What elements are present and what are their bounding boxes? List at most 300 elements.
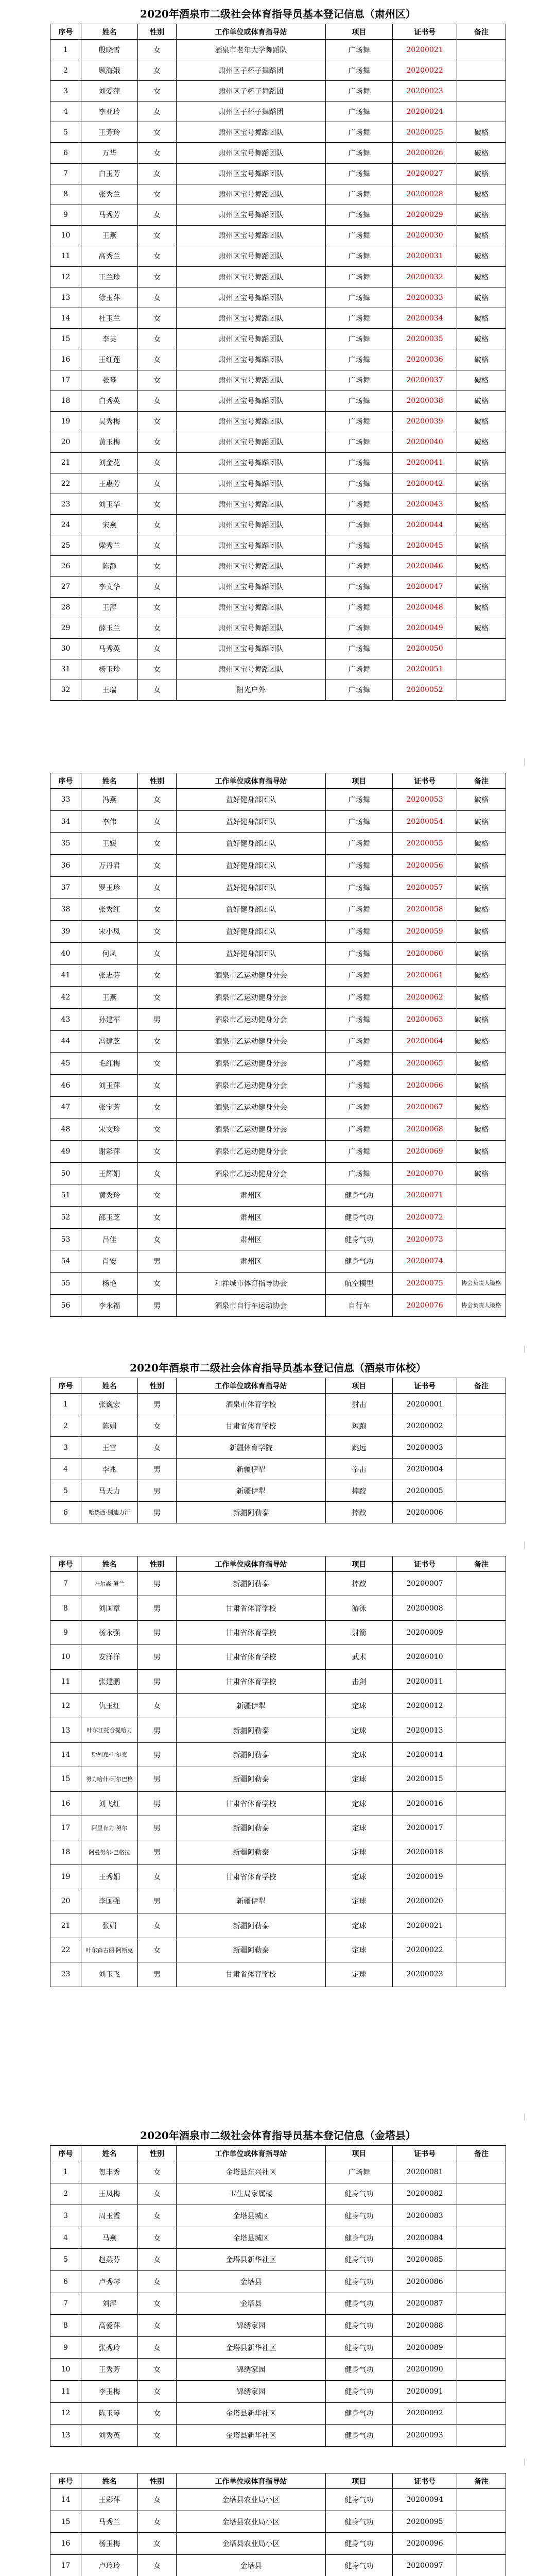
- table-cell: 女: [138, 1938, 177, 1962]
- table-cell: 健身气功: [326, 1228, 393, 1250]
- table-cell: 20200090: [393, 2359, 457, 2381]
- table-cell: 20200073: [393, 1228, 457, 1250]
- table-cell: 甘肃省体育学校: [177, 1865, 326, 1889]
- table-cell: 肃州区宝号舞蹈团队: [177, 391, 326, 411]
- table-cell: 刘金花: [81, 452, 138, 473]
- table-cell: 摔跤: [326, 1502, 393, 1523]
- table-row: [50, 184, 506, 205]
- table-cell: 20200094: [393, 2489, 457, 2511]
- table-cell: 破格: [457, 987, 506, 1009]
- page-separator: [0, 1535, 556, 1555]
- table-row: [50, 597, 506, 618]
- table-cell: 广场舞: [326, 40, 393, 60]
- table-cell: 广场舞: [326, 1074, 393, 1096]
- table-cell: 女: [138, 1162, 177, 1184]
- table-cell: 女: [138, 101, 177, 122]
- table-cell: 8: [50, 184, 81, 205]
- table-cell: 广场舞: [326, 1118, 393, 1141]
- table-cell: [457, 1228, 506, 1250]
- table-cell: 破格: [457, 1008, 506, 1030]
- table-cell: 刘爱萍: [81, 81, 138, 101]
- table-cell: 女: [138, 2489, 177, 2511]
- table-row: [50, 246, 506, 266]
- table-cell: 肃州区宝号舞蹈团队: [177, 411, 326, 432]
- table-cell: 43: [50, 1008, 81, 1030]
- table-cell: 18: [50, 1840, 81, 1865]
- table-cell: 男: [138, 1816, 177, 1840]
- header-cell: 序号: [50, 2473, 81, 2489]
- table-cell: 仇玉红: [81, 1693, 138, 1718]
- table-cell: 女: [138, 411, 177, 432]
- table-row: [50, 1207, 506, 1229]
- table-header-row: [50, 1378, 506, 1394]
- table-row: [50, 1742, 506, 1767]
- table-cell: 健身气功: [326, 2270, 393, 2293]
- table-row: [50, 1250, 506, 1273]
- table-cell: [457, 1816, 506, 1840]
- table-cell: 45: [50, 1053, 81, 1075]
- header-cell: 工作单位或体育指导站: [177, 2146, 326, 2161]
- table-cell: 9: [50, 1620, 81, 1645]
- table-cell: 破格: [457, 964, 506, 987]
- table-cell: 20200023: [393, 1962, 457, 1987]
- table-cell: 酒泉市乙运动健身分会: [177, 1030, 326, 1053]
- table-cell: 20200011: [393, 1669, 457, 1693]
- table-cell: 6: [50, 143, 81, 163]
- table-cell: 破格: [457, 1141, 506, 1163]
- table-cell: 20200042: [393, 473, 457, 494]
- table-cell: 20200034: [393, 308, 457, 329]
- table-cell: 宋燕: [81, 515, 138, 535]
- table-row: [50, 876, 506, 899]
- table-cell: [457, 1572, 506, 1596]
- table-cell: 何凤: [81, 942, 138, 964]
- table-cell: 34: [50, 810, 81, 833]
- table-cell: 王燕: [81, 225, 138, 246]
- header-cell: 工作单位或体育指导站: [177, 1556, 326, 1572]
- table-cell: 女: [138, 2161, 177, 2183]
- table-cell: 20200051: [393, 659, 457, 680]
- table-cell: 20200006: [393, 1502, 457, 1523]
- table-cell: 20200040: [393, 432, 457, 452]
- table-cell: 女: [138, 81, 177, 101]
- table-cell: 38: [50, 899, 81, 921]
- table-cell: 女: [138, 855, 177, 877]
- table-cell: 张建鹏: [81, 1669, 138, 1693]
- table-cell: [457, 2315, 506, 2337]
- table-cell: 广场舞: [326, 618, 393, 638]
- table-row: [50, 942, 506, 964]
- table-cell: 女: [138, 680, 177, 700]
- table-header-row: [50, 1556, 506, 1572]
- table-cell: [457, 1889, 506, 1913]
- table-cell: 杨永强: [81, 1620, 138, 1645]
- header-cell: 备注: [457, 773, 506, 789]
- table-cell: 20200018: [393, 1840, 457, 1865]
- table-cell: 男: [138, 1742, 177, 1767]
- header-cell: 姓名: [81, 1556, 138, 1572]
- table-cell: 肖安: [81, 1250, 138, 1273]
- table-row: [50, 921, 506, 943]
- table-cell: 广场舞: [326, 1096, 393, 1118]
- table-cell: 肃州区宝号舞蹈团队: [177, 473, 326, 494]
- table-row: [50, 81, 506, 101]
- registration-table: [50, 2473, 506, 2576]
- table-cell: [457, 1913, 506, 1938]
- table-cell: [457, 1791, 506, 1816]
- table-cell: 广场舞: [326, 921, 393, 943]
- table-cell: 广场舞: [326, 494, 393, 515]
- table-cell: 破格: [457, 143, 506, 163]
- table-cell: 20200033: [393, 287, 457, 308]
- table-cell: 女: [138, 1273, 177, 1295]
- table-cell: 酒泉市老年大学舞蹈队: [177, 40, 326, 60]
- table-cell: 女: [138, 2293, 177, 2315]
- table-cell: 女: [138, 2270, 177, 2293]
- table-cell: 金塔县: [177, 2270, 326, 2293]
- table-cell: 男: [138, 1480, 177, 1502]
- table-cell: 20200038: [393, 391, 457, 411]
- table-cell: 摔跤: [326, 1572, 393, 1596]
- table-cell: 金塔县城区: [177, 2205, 326, 2227]
- table-cell: 阿里肯力·努尔: [81, 1816, 138, 1840]
- table-cell: 14: [50, 1742, 81, 1767]
- table-cell: 拳击: [326, 1459, 393, 1480]
- table-cell: 20200023: [393, 81, 457, 101]
- table-cell: 李国强: [81, 1889, 138, 1913]
- table-cell: 广场舞: [326, 267, 393, 287]
- table-cell: 10: [50, 225, 81, 246]
- table-cell: 金塔县农业局小区: [177, 2511, 326, 2533]
- table-cell: 20200066: [393, 1074, 457, 1096]
- table-cell: 20200024: [393, 101, 457, 122]
- table-cell: 广场舞: [326, 60, 393, 81]
- table-row: [50, 1645, 506, 1669]
- table-cell: 定球: [326, 1913, 393, 1938]
- table-cell: [457, 2425, 506, 2447]
- table-cell: 31: [50, 659, 81, 680]
- table-cell: 广场舞: [326, 1053, 393, 1075]
- table-cell: 女: [138, 638, 177, 659]
- table-cell: 肃州区宝号舞蹈团队: [177, 597, 326, 618]
- table-cell: 29: [50, 618, 81, 638]
- table-cell: 破格: [457, 577, 506, 597]
- table-cell: 男: [138, 1791, 177, 1816]
- table-cell: 李英: [81, 329, 138, 349]
- section-title: 2020年酒泉市二级社会体育指导员基本登记信息（金塔县）: [140, 2129, 416, 2142]
- table-row: [50, 1437, 506, 1459]
- table-cell: 21: [50, 452, 81, 473]
- table-cell: 2: [50, 2183, 81, 2205]
- table-cell: 破格: [457, 1118, 506, 1141]
- table-cell: [457, 1742, 506, 1767]
- table-cell: 男: [138, 1669, 177, 1693]
- table-cell: 广场舞: [326, 638, 393, 659]
- table-cell: 健身气功: [326, 1250, 393, 1273]
- table-cell: 广场舞: [326, 964, 393, 987]
- table-cell: 男: [138, 1294, 177, 1316]
- table-row: [50, 163, 506, 184]
- table-cell: 12: [50, 2402, 81, 2425]
- table-row: [50, 638, 506, 659]
- table-cell: 男: [138, 1502, 177, 1523]
- table-cell: 女: [138, 308, 177, 329]
- table-row: [50, 855, 506, 877]
- table-cell: 罗玉珍: [81, 876, 138, 899]
- table-cell: 健身气功: [326, 2336, 393, 2359]
- table-cell: 定球: [326, 1889, 393, 1913]
- table-cell: 4: [50, 1459, 81, 1480]
- table-row: [50, 1053, 506, 1075]
- table-cell: 广场舞: [326, 122, 393, 143]
- table-cell: [457, 2205, 506, 2227]
- table-cell: 刘飞红: [81, 1791, 138, 1816]
- table-cell: 20200004: [393, 1459, 457, 1480]
- table-cell: 女: [138, 2359, 177, 2381]
- table-cell: 破格: [457, 370, 506, 391]
- table-cell: 邵玉芝: [81, 1207, 138, 1229]
- table-cell: 破格: [457, 855, 506, 877]
- table-row: [50, 1620, 506, 1645]
- header-cell: 项目: [326, 2473, 393, 2489]
- table-cell: 赵燕芬: [81, 2249, 138, 2271]
- table-cell: 8: [50, 1596, 81, 1620]
- table-cell: 13: [50, 287, 81, 308]
- table-cell: 男: [138, 1596, 177, 1620]
- table-cell: 广场舞: [326, 411, 393, 432]
- table-cell: 益好健身部团队: [177, 876, 326, 899]
- table-cell: [457, 2533, 506, 2555]
- table-cell: 男: [138, 1840, 177, 1865]
- table-cell: 男: [138, 1718, 177, 1742]
- table-cell: 新疆伊犁: [177, 1693, 326, 1718]
- table-row: [50, 349, 506, 370]
- table-cell: [457, 2555, 506, 2576]
- table-cell: 女: [138, 2425, 177, 2447]
- table-cell: 广场舞: [326, 535, 393, 556]
- table-cell: 女: [138, 1030, 177, 1053]
- table-cell: 金塔县新华社区: [177, 2336, 326, 2359]
- table-cell: 肃州区子杯子舞蹈团: [177, 101, 326, 122]
- table-cell: 女: [138, 1228, 177, 1250]
- table-cell: 斯列克·叶尔克: [81, 1742, 138, 1767]
- table-cell: 卢秀琴: [81, 2270, 138, 2293]
- table-cell: 广场舞: [326, 205, 393, 225]
- table-cell: 10: [50, 2359, 81, 2381]
- table-cell: 女: [138, 2227, 177, 2249]
- table-cell: [457, 1645, 506, 1669]
- header-cell: 工作单位或体育指导站: [177, 2473, 326, 2489]
- table-cell: 20200060: [393, 942, 457, 964]
- header-cell: 备注: [457, 2146, 506, 2161]
- table-cell: 破格: [457, 1053, 506, 1075]
- table-cell: 1: [50, 1394, 81, 1415]
- table-cell: 健身气功: [326, 2425, 393, 2447]
- table-cell: 张娟: [81, 1913, 138, 1938]
- table-cell: 吕佳: [81, 1228, 138, 1250]
- table-cell: 男: [138, 1962, 177, 1987]
- table-row: [50, 1718, 506, 1742]
- table-row: [50, 287, 506, 308]
- table-cell: 破格: [457, 205, 506, 225]
- table-cell: 短跑: [326, 1415, 393, 1437]
- header-cell: 项目: [326, 2146, 393, 2161]
- table-cell: 女: [138, 535, 177, 556]
- table-cell: 女: [138, 2533, 177, 2555]
- table-cell: 女: [138, 184, 177, 205]
- table-cell: 金塔县新华社区: [177, 2425, 326, 2447]
- table-cell: 冯建芝: [81, 1030, 138, 1053]
- table-row: [50, 1074, 506, 1096]
- table-row: [50, 411, 506, 432]
- table-cell: 肃州区宝号舞蹈团队: [177, 618, 326, 638]
- table-row: [50, 1693, 506, 1718]
- table-cell: 破格: [457, 1074, 506, 1096]
- table-cell: 健身气功: [326, 2205, 393, 2227]
- table-row: [50, 1938, 506, 1962]
- table-cell: [457, 1596, 506, 1620]
- table-row: [50, 432, 506, 452]
- table-cell: 殷晓雪: [81, 40, 138, 60]
- table-cell: 破格: [457, 1096, 506, 1118]
- table-cell: 王秀娟: [81, 1865, 138, 1889]
- page-separator: [0, 1340, 556, 1359]
- table-cell: 25: [50, 535, 81, 556]
- table-row: [50, 2249, 506, 2271]
- table-cell: [457, 2402, 506, 2425]
- table-cell: 卫生局家属楼: [177, 2183, 326, 2205]
- registration-table: [50, 1556, 506, 1987]
- table-cell: 20200017: [393, 1816, 457, 1840]
- table-cell: 26: [50, 556, 81, 577]
- table-cell: 陈静: [81, 556, 138, 577]
- table-row: [50, 2425, 506, 2447]
- page-block: [0, 1556, 556, 1987]
- table-cell: 54: [50, 1250, 81, 1273]
- table-cell: 李亚玲: [81, 101, 138, 122]
- table-cell: 20200014: [393, 1742, 457, 1767]
- table-cell: 肃州区宝号舞蹈团队: [177, 205, 326, 225]
- table-cell: 女: [138, 40, 177, 60]
- table-cell: 破格: [457, 1162, 506, 1184]
- table-cell: 男: [138, 1572, 177, 1596]
- table-cell: 金塔县东兴社区: [177, 2161, 326, 2183]
- table-row: [50, 2315, 506, 2337]
- table-cell: 20200095: [393, 2511, 457, 2533]
- table-cell: 益好健身部团队: [177, 921, 326, 943]
- table-cell: [457, 40, 506, 60]
- table-cell: 16: [50, 1791, 81, 1816]
- table-cell: 自行车: [326, 1294, 393, 1316]
- table-row: [50, 1273, 506, 1295]
- table-cell: 女: [138, 659, 177, 680]
- table-row: [50, 1596, 506, 1620]
- table-cell: 肃州区宝号舞蹈团队: [177, 287, 326, 308]
- table-cell: 肃州区宝号舞蹈团队: [177, 577, 326, 597]
- table-cell: 5: [50, 2249, 81, 2271]
- table-cell: 叶尔森古丽·阿斯克: [81, 1938, 138, 1962]
- table-cell: 肃州区宝号舞蹈团队: [177, 494, 326, 515]
- table-cell: 15: [50, 2511, 81, 2533]
- table-cell: 女: [138, 618, 177, 638]
- table-cell: 22: [50, 1938, 81, 1962]
- table-cell: 肃州区宝号舞蹈团队: [177, 184, 326, 205]
- table-cell: 努力哈什·阿尔巴格: [81, 1767, 138, 1791]
- table-cell: 35: [50, 833, 81, 855]
- table-cell: 8: [50, 2315, 81, 2337]
- table-cell: 陈玉琴: [81, 2402, 138, 2425]
- table-cell: 健身气功: [326, 2227, 393, 2249]
- table-cell: 52: [50, 1207, 81, 1229]
- table-cell: 金塔县农业局小区: [177, 2533, 326, 2555]
- table-cell: 马秀英: [81, 638, 138, 659]
- table-cell: 广场舞: [326, 789, 393, 811]
- table-cell: 刘秀英: [81, 2425, 138, 2447]
- table-cell: 破格: [457, 329, 506, 349]
- table-cell: 20200030: [393, 225, 457, 246]
- table-cell: [457, 2270, 506, 2293]
- table-row: [50, 1118, 506, 1141]
- table-cell: 破格: [457, 494, 506, 515]
- table-cell: 广场舞: [326, 143, 393, 163]
- table-cell: 20200026: [393, 143, 457, 163]
- table-cell: 广场舞: [326, 659, 393, 680]
- table-cell: [457, 2249, 506, 2271]
- table-cell: 36: [50, 855, 81, 877]
- table-cell: 11: [50, 2380, 81, 2402]
- table-cell: 张志芬: [81, 964, 138, 987]
- table-cell: 20: [50, 1889, 81, 1913]
- table-cell: 男: [138, 1459, 177, 1480]
- table-cell: 马燕: [81, 2227, 138, 2249]
- table-cell: 女: [138, 577, 177, 597]
- table-cell: 46: [50, 1074, 81, 1096]
- table-cell: 肃州区宝号舞蹈团队: [177, 163, 326, 184]
- table-cell: 20200045: [393, 535, 457, 556]
- table-cell: 健身气功: [326, 1207, 393, 1229]
- table-row: [50, 2555, 506, 2576]
- header-cell: 证书号: [393, 773, 457, 789]
- header-cell: 备注: [457, 1556, 506, 1572]
- table-cell: 女: [138, 432, 177, 452]
- table-cell: 白玉芳: [81, 163, 138, 184]
- table-cell: 女: [138, 876, 177, 899]
- table-cell: 锦绣家园: [177, 2380, 326, 2402]
- table-cell: [457, 1718, 506, 1742]
- table-cell: 破格: [457, 618, 506, 638]
- table-cell: 广场舞: [326, 349, 393, 370]
- table-cell: 女: [138, 1053, 177, 1075]
- table-row: [50, 1415, 506, 1437]
- table-cell: 王惠芳: [81, 473, 138, 494]
- table-cell: 女: [138, 2315, 177, 2337]
- table-cell: 张秀玲: [81, 2336, 138, 2359]
- table-cell: 20200025: [393, 122, 457, 143]
- table-cell: 梁秀兰: [81, 535, 138, 556]
- table-cell: 23: [50, 494, 81, 515]
- table-cell: 新疆体育学院: [177, 1437, 326, 1459]
- table-cell: 16: [50, 2533, 81, 2555]
- header-cell: 项目: [326, 1556, 393, 1572]
- table-row: [50, 899, 506, 921]
- header-cell: 性别: [138, 2146, 177, 2161]
- table-cell: 肃州区宝号舞蹈团队: [177, 452, 326, 473]
- table-row: [50, 494, 506, 515]
- table-cell: 20200053: [393, 789, 457, 811]
- table-cell: [457, 1962, 506, 1987]
- table-row: [50, 577, 506, 597]
- table-cell: 健身气功: [326, 2511, 393, 2533]
